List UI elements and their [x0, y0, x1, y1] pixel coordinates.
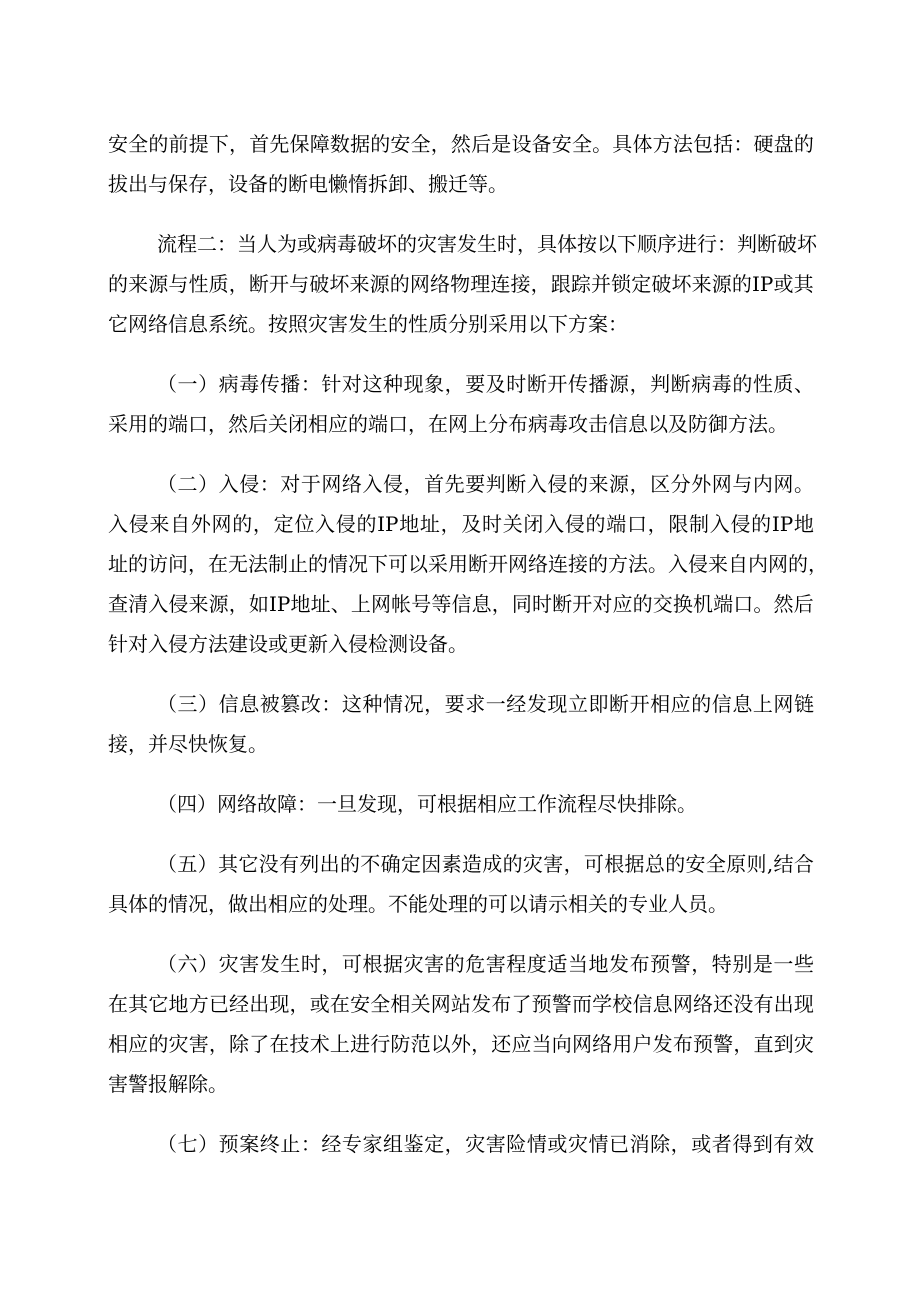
text-line: 流 程 二 ： 当 人 为 或 病 毒 破 坏 的 灾 害 发 生 时 ， 具 体 按 以 下 顺 序 进 行 ： 判 断 破 坏 — [157, 232, 817, 256]
text-line: 安 全 的 前 提 下 ， 首 先 保 障 数 据 的 安 全 ， 然 后 是 设 备 安 全 。 具 体 方 法 包 括 ： 硬 盘 的 — [108, 132, 814, 156]
text-line: 拔出与保存，设备的断电懒惰拆卸、搬迁等。 — [108, 172, 508, 196]
text-line: 具体的情况，做出相应的处理。不能处理的可以请示相关的专业人员。 — [108, 892, 728, 916]
text-line: 它网络信息系统。按照灾害发生的性质分别采用以下方案： — [108, 312, 628, 336]
text-line: 采用的端口，然后关闭相应的端口，在网上分布病毒攻击信息以及防御方法。 — [108, 412, 788, 436]
text-line: （ 三 ） 信 息 被 篡 改 ： 这 种 情 况 ， 要 求 一 经 发 现 立 即 断 开 相 应 的 信 息 上 网 链 — [157, 692, 814, 716]
text-line: 相 应 的 灾 害 ， 除 了 在 技 术 上 进 行 防 范 以 外 ， 还 应 当 向 网 络 用 户 发 布 预 警 ， 直 到 灾 — [108, 1032, 814, 1056]
paragraph — [108, 784, 814, 824]
paragraph — [108, 224, 817, 344]
paragraph — [108, 684, 814, 764]
text-line: 的 来 源 与 性 质 ， 断 开 与 破 坏 来 源 的 网 络 物 理 连 接 ， 跟 踪 并 锁 定 破 坏 来 源 的 IP 或 其 — [108, 272, 814, 296]
text-line: （ 七 ） 预 案 终 止 ： 经 专 家 组 鉴 定 ， 灾 害 险 情 或 灾 情 已 消 除 ， 或 者 得 到 有 效 — [157, 1132, 814, 1156]
text-line: 针对入侵方法建设或更新入侵检测设备。 — [108, 632, 468, 656]
text-line: 址 的 访 问 ， 在 无 法 制 止 的 情 况 下 可 以 采 用 断 开 网 络 连 接 的 方 法 。 入 侵 来 自 内 网 的 ， — [108, 552, 828, 576]
text-line: 入 侵 来 自 外 网 的 ， 定 位 入 侵 的 IP 地 址 ， 及 时 关 闭 入 侵 的 端 口 ， 限 制 入 侵 的 IP 地 — [108, 512, 814, 536]
text-line: （ 二 ） 入 侵 ： 对 于 网 络 入 侵 ， 首 先 要 判 断 入 侵 的 来 源 ， 区 分 外 网 与 内 网 。 — [157, 472, 814, 496]
text-line: 害警报解除。 — [108, 1072, 228, 1096]
text-line: （ 五 ） 其 它 没 有 列 出 的 不 确 定 因 素 造 成 的 灾 害 ， 可 根 据 总 的 安 全 原 则 , 结 合 — [157, 852, 814, 876]
text-line: 接，并尽快恢复。 — [108, 732, 268, 756]
document-page — [108, 124, 828, 1164]
paragraph — [108, 944, 814, 1104]
paragraph — [108, 1124, 814, 1164]
text-line: 在 其 它 地 方 已 经 出 现 ， 或 在 安 全 相 关 网 站 发 布 了 预 警 而 学 校 信 息 网 络 还 没 有 出 现 — [108, 992, 814, 1016]
text-line: 查 清 入 侵 来 源 ， 如 IP 地 址 、 上 网 帐 号 等 信 息 ， 同 时 断 开 对 应 的 交 换 机 端 口 。 然 后 — [108, 592, 814, 616]
paragraph — [108, 364, 814, 444]
text-line: （四）网络故障：一旦发现，可根据相应工作流程尽快排除。 — [157, 792, 697, 816]
paragraph — [108, 464, 828, 664]
paragraph — [108, 124, 814, 204]
text-line: （ 一 ） 病 毒 传 播 ： 针 对 这 种 现 象 ， 要 及 时 断 开 传 播 源 ， 判 断 病 毒 的 性 质 、 — [157, 372, 814, 396]
paragraph — [108, 844, 814, 924]
text-line: （ 六 ） 灾 害 发 生 时 ， 可 根 据 灾 害 的 危 害 程 度 适 当 地 发 布 预 警 ， 特 别 是 一 些 — [157, 952, 814, 976]
